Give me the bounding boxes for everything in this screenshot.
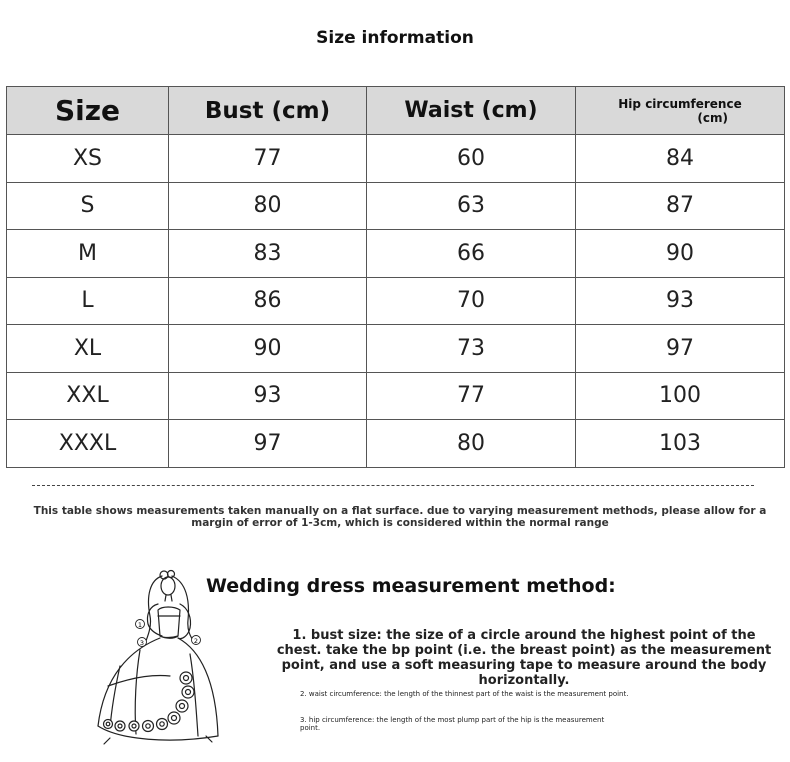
cell-bust: 97 — [169, 420, 367, 468]
table-row — [7, 325, 785, 373]
method-title: Wedding dress measurement method: — [206, 575, 616, 597]
header-hip-unit: (cm) — [697, 110, 728, 125]
method-step-hip: 3. hip circumference: the length of the most plump part of the hip is the measurement point. — [300, 716, 605, 732]
table-row — [7, 420, 785, 468]
table-row — [7, 182, 785, 230]
cell-bust: 90 — [169, 325, 367, 373]
cell-hip: 103 — [576, 420, 785, 468]
dashed-divider — [32, 485, 754, 486]
table-row — [7, 230, 785, 278]
marker-2: 2 — [193, 637, 199, 645]
cell-bust: 77 — [169, 135, 367, 183]
table-row — [7, 135, 785, 183]
measurement-note: This table shows measurements taken manually on a flat surface. due to varying measurement methods, please allow for a margin of error of 1-3cm, which is considered within the normal range — [33, 505, 767, 529]
header-size: Size — [7, 87, 169, 135]
header-bust: Bust (cm) — [169, 87, 367, 135]
size-table — [6, 86, 785, 468]
marker-3: 3 — [139, 639, 145, 647]
cell-size: M — [7, 230, 169, 278]
header-waist: Waist (cm) — [367, 87, 576, 135]
cell-waist: 80 — [367, 420, 576, 468]
marker-1: 1 — [137, 621, 143, 629]
header-hip — [576, 87, 785, 135]
table-row — [7, 277, 785, 325]
method-step-bust: 1. bust size: the size of a circle around the highest point of the chest. take the bp point (i.e. the breast point) as the measurement point, and use a soft measuring tape to measure around the body horizontally. — [276, 628, 772, 688]
cell-size: S — [7, 182, 169, 230]
cell-bust: 80 — [169, 182, 367, 230]
cell-hip: 90 — [576, 230, 785, 278]
cell-bust: 93 — [169, 372, 367, 420]
cell-waist: 60 — [367, 135, 576, 183]
cell-waist: 66 — [367, 230, 576, 278]
cell-waist: 77 — [367, 372, 576, 420]
cell-size: XS — [7, 135, 169, 183]
cell-hip: 97 — [576, 325, 785, 373]
table-row — [7, 372, 785, 420]
cell-waist: 73 — [367, 325, 576, 373]
cell-waist: 70 — [367, 277, 576, 325]
cell-hip: 87 — [576, 182, 785, 230]
page-title: Size information — [316, 28, 474, 48]
method-step-waist: 2. waist circumference: the length of the thinnest part of the waist is the measurement point. — [300, 690, 629, 698]
cell-hip: 84 — [576, 135, 785, 183]
cell-waist: 63 — [367, 182, 576, 230]
cell-size: L — [7, 277, 169, 325]
cell-size: XXXL — [7, 420, 169, 468]
cell-hip: 100 — [576, 372, 785, 420]
cell-size: XL — [7, 325, 169, 373]
cell-bust: 86 — [169, 277, 367, 325]
header-hip-label: Hip circumference — [618, 96, 742, 111]
cell-size: XXL — [7, 372, 169, 420]
cell-bust: 83 — [169, 230, 367, 278]
table-header-row — [7, 87, 785, 135]
cell-hip: 93 — [576, 277, 785, 325]
